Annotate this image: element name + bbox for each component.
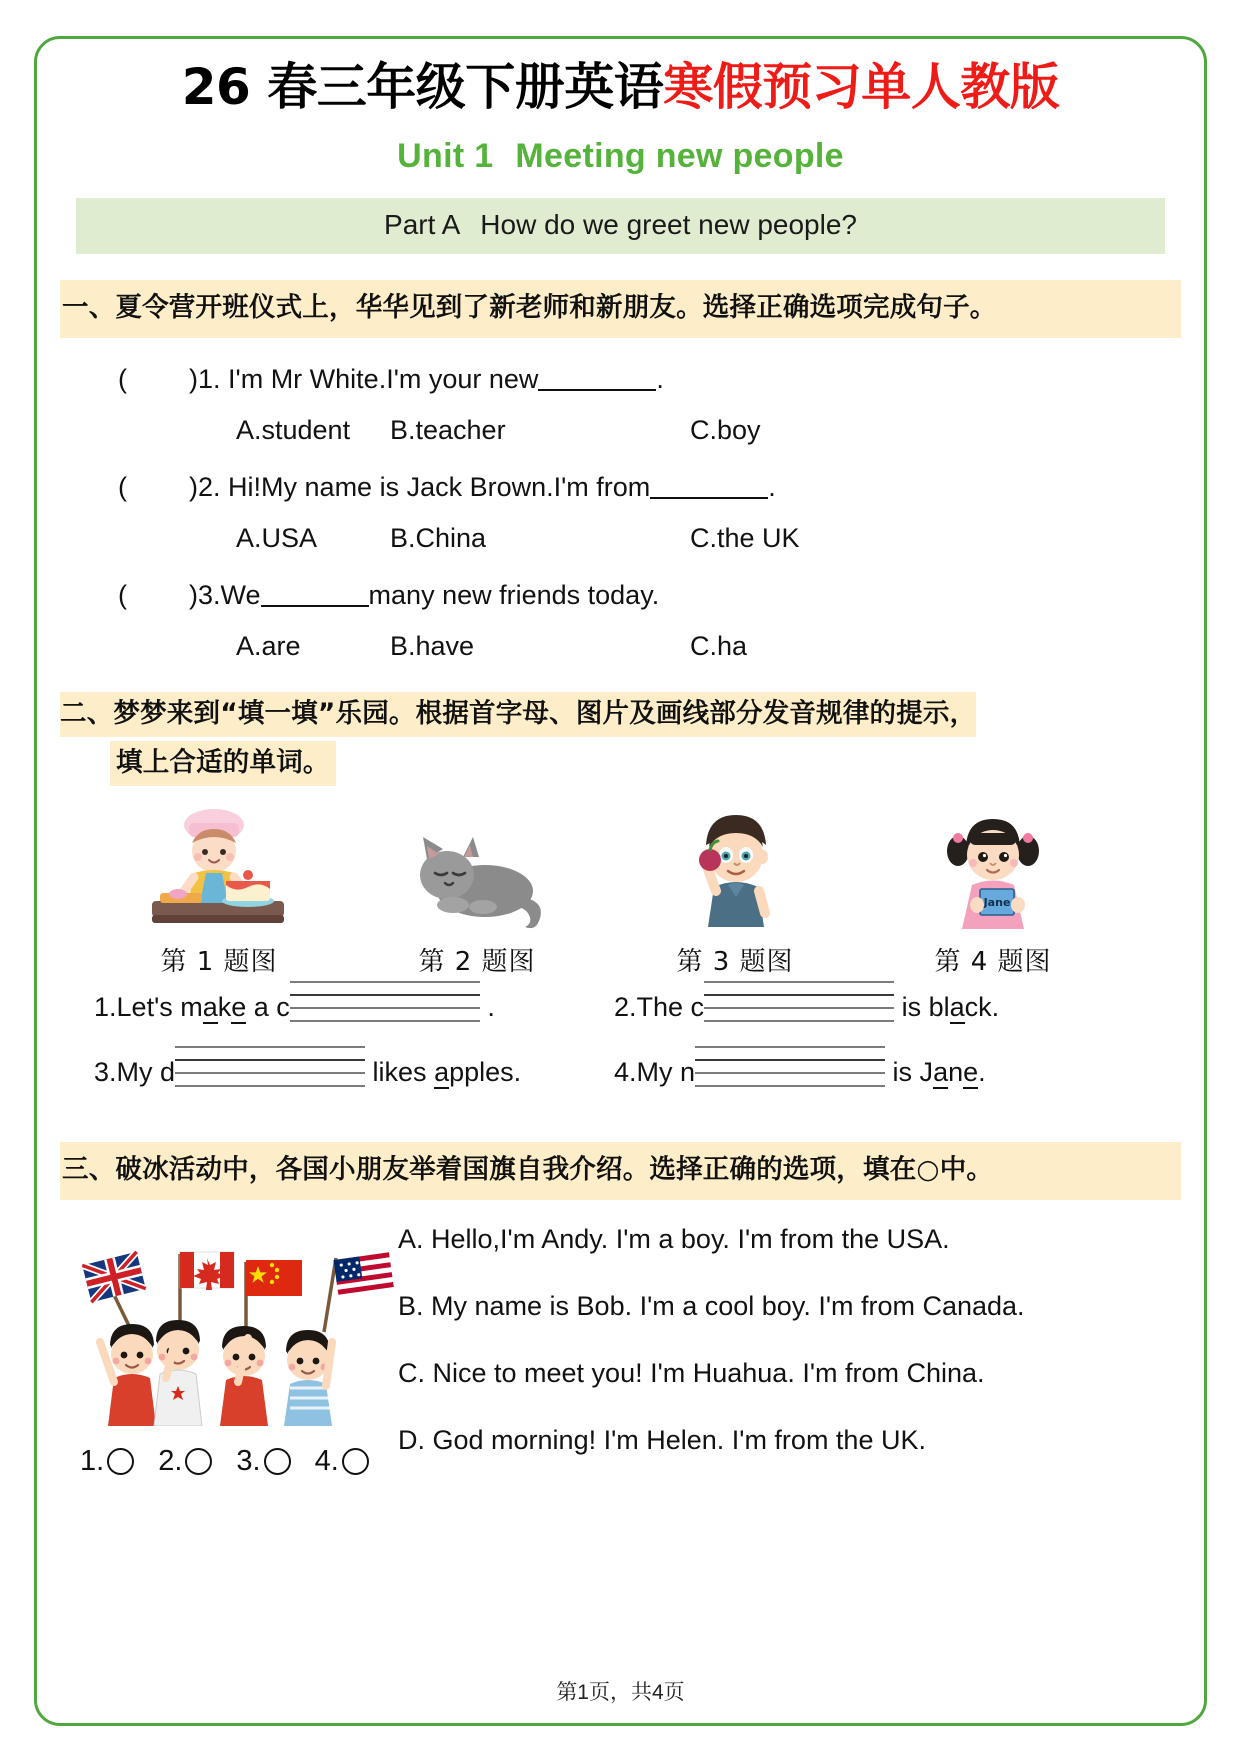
- usa-flag: [333, 1252, 394, 1297]
- question-number: 1.: [198, 363, 221, 394]
- question-number: 3.: [198, 579, 221, 610]
- section1-heading-text: 一、夏令营开班仪式上，华华见到了新老师和新朋友。选择正确选项完成句子。: [60, 280, 1181, 338]
- option-a[interactable]: A.student: [236, 414, 351, 445]
- fill-number: 1.: [94, 992, 117, 1023]
- picture-cell-1: [90, 803, 348, 978]
- option-b[interactable]: B.have: [390, 630, 475, 661]
- illustration-boy-with-apple: [606, 803, 864, 933]
- canada-flag: [180, 1252, 234, 1290]
- picture-cell-4: [864, 803, 1122, 978]
- question-text: We: [220, 579, 261, 610]
- child-usa: [284, 1330, 338, 1426]
- option-c[interactable]: C.boy: [690, 414, 761, 445]
- picture-caption: 第 4 题图: [934, 947, 1052, 978]
- illustration-girl-with-name-tag: [864, 803, 1122, 933]
- section2-heading-line1: 二、梦梦来到“填一填”乐园。根据首字母、图片及画线部分发音规律的提示，: [60, 692, 976, 737]
- fill-item-1: 1.Let's make a c .: [94, 992, 495, 1023]
- unit-number: Unit 1: [397, 137, 494, 175]
- section2-heading-line2: 填上合适的单词。: [110, 741, 336, 786]
- fill-number: 4.: [614, 1057, 637, 1088]
- answer-paren-open: (: [118, 579, 127, 610]
- section3-option-d[interactable]: D. God morning! I'm Helen. I'm from the UK.: [398, 1424, 926, 1455]
- section3-heading: [60, 1142, 1181, 1200]
- question-3: [60, 580, 1181, 611]
- handwriting-line[interactable]: [704, 994, 894, 1020]
- handwriting-line[interactable]: [695, 1059, 885, 1085]
- part-label: Part A: [384, 209, 461, 240]
- answer-slot-2[interactable]: [158, 1445, 212, 1478]
- question-2: [60, 472, 1181, 503]
- section2-heading: [60, 692, 1181, 785]
- section3-option-c[interactable]: C. Nice to meet you! I'm Huahua. I'm from China.: [398, 1357, 985, 1388]
- question-tail: .: [768, 471, 776, 502]
- child-china: [220, 1326, 268, 1426]
- option-c[interactable]: C.ha: [690, 630, 748, 661]
- unit-name: Meeting new people: [515, 137, 844, 175]
- option-c[interactable]: C.the UK: [690, 522, 800, 553]
- fill-blank[interactable]: [538, 389, 656, 391]
- question-2-options: [60, 523, 1181, 554]
- fill-number: 2.: [614, 992, 637, 1023]
- illustration-gray-cat: [348, 803, 606, 933]
- section3-body: [60, 1216, 1181, 1478]
- fill-blank[interactable]: [650, 497, 768, 499]
- question-text: I'm Mr White.I'm your new: [228, 363, 539, 394]
- section3-options: [398, 1216, 1181, 1456]
- part-question: How do we greet new people?: [480, 209, 857, 240]
- section3-option-a[interactable]: A. Hello,I'm Andy. I'm a boy. I'm from the USA.: [398, 1223, 950, 1254]
- picture-row: [60, 803, 1181, 978]
- illustration-girl-baking-cake: [90, 803, 348, 933]
- fill-item-2: 2.The c is black.: [614, 992, 1000, 1023]
- fill-in-blanks-grid: [60, 992, 1181, 1102]
- picture-cell-2: [348, 803, 606, 978]
- section3-heading-text: 三、破冰活动中，各国小朋友举着国旗自我介绍。选择正确的选项，填在○中。: [60, 1142, 1181, 1200]
- fill-item-3: 3.My d likes apples.: [94, 1057, 522, 1088]
- fill-number: 3.: [94, 1057, 117, 1088]
- title-black-part: 26 春三年级下册英语: [181, 58, 664, 116]
- answer-paren-close: ): [189, 363, 198, 394]
- answer-circle[interactable]: [107, 1448, 134, 1475]
- child-canada: [154, 1320, 202, 1426]
- unit-heading: [60, 137, 1181, 176]
- answer-slot-label: 3.: [236, 1444, 261, 1477]
- answer-slot-label: 1.: [80, 1444, 105, 1477]
- question-tail: .: [656, 363, 664, 394]
- illustration-children-with-flags: [74, 1236, 394, 1426]
- section3-option-b[interactable]: B. My name is Bob. I'm a cool boy. I'm from Canada.: [398, 1290, 1025, 1321]
- option-b[interactable]: B.teacher: [390, 414, 506, 445]
- uk-flag: [82, 1252, 146, 1302]
- question-1-options: [60, 415, 1181, 446]
- child-uk: [100, 1324, 156, 1426]
- picture-caption: 第 2 题图: [418, 947, 536, 978]
- question-1: [60, 364, 1181, 395]
- handwriting-line[interactable]: [290, 994, 480, 1020]
- question-tail: many new friends today.: [368, 579, 660, 610]
- title-red-part: 寒假预习单人教版: [663, 58, 1060, 116]
- answer-paren-close: ): [189, 471, 198, 502]
- answer-slot-1[interactable]: [80, 1445, 134, 1478]
- handwriting-line[interactable]: [175, 1059, 365, 1085]
- picture-caption: 第 1 题图: [160, 947, 278, 978]
- option-b[interactable]: B.China: [390, 522, 487, 553]
- answer-paren-open: (: [118, 363, 127, 394]
- part-banner: [76, 198, 1165, 254]
- flags-illustration-column: [60, 1216, 398, 1478]
- question-text: Hi!My name is Jack Brown.I'm from: [228, 471, 651, 502]
- question-3-options: [60, 631, 1181, 662]
- answer-paren-open: (: [118, 471, 127, 502]
- section1-heading: [60, 280, 1181, 338]
- fill-item-4: 4.My n is Jane.: [614, 1057, 986, 1088]
- china-flag: [246, 1260, 302, 1296]
- option-a[interactable]: A.are: [236, 630, 301, 661]
- answer-circle[interactable]: [264, 1448, 291, 1475]
- answer-circle[interactable]: [185, 1448, 212, 1475]
- question-number: 2.: [198, 471, 221, 502]
- picture-cell-3: [606, 803, 864, 978]
- answer-slot-label: 2.: [158, 1444, 183, 1477]
- page-footer: 第1页，共4页: [556, 1681, 685, 1704]
- answer-paren-close: ): [189, 579, 198, 610]
- svg-text:Jane: Jane: [983, 896, 1011, 910]
- answer-slots-row: [74, 1445, 398, 1478]
- answer-slot-label: 4.: [314, 1444, 339, 1477]
- option-a[interactable]: A.USA: [236, 522, 318, 553]
- answer-slot-4[interactable]: [315, 1445, 369, 1478]
- answer-circle[interactable]: [342, 1448, 369, 1475]
- fill-blank[interactable]: [261, 605, 369, 607]
- page-title: [60, 58, 1181, 117]
- picture-caption: 第 3 题图: [676, 947, 794, 978]
- answer-slot-3[interactable]: [236, 1445, 290, 1478]
